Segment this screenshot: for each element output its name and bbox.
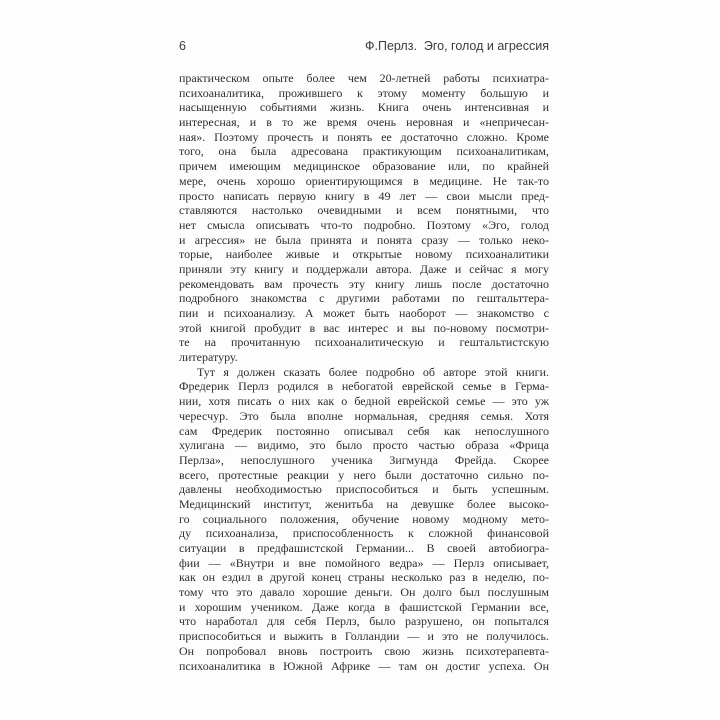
page-header — [179, 39, 549, 53]
text-line: интересная, и в то же время очень неровная и «непричесан- — [179, 115, 549, 130]
text-line: Тут я должен сказать более подробно об авторе этой книги. — [197, 364, 549, 379]
text-line: го социального положения, обучение новому модному мето- — [179, 511, 549, 526]
text-line: мере, очень хорошо ориентирующимся в медицине. Не так-то — [179, 173, 549, 188]
text-line: психоаналитика, прожившего к этому моменту большую и — [179, 85, 549, 100]
page-text — [179, 71, 549, 673]
text-line: те на прочитанную психоаналитическую и гештальтистскую — [179, 335, 549, 350]
text-line: как он ездил в другой конец страны несколько раз в неделю, по- — [179, 570, 549, 585]
text-line: фии — «Внутри и вне помойного ведра» — Перлз описывает, — [179, 555, 549, 570]
text-line: ная». Поэтому прочесть и понять ее достаточно сложно. Кроме — [179, 129, 549, 144]
text-line: чересчур. Это была вполне нормальная, средняя семья. Хотя — [179, 408, 549, 423]
text-line: ставляются настолько очевидными и всем понятными, что — [179, 203, 549, 218]
text-line: нии, хотя писать о них как о бедной еврейской семье — это уж — [179, 394, 549, 409]
text-line: и хорошим учеником. Даже когда в фашистской Германии все, — [179, 599, 549, 614]
text-line: нет смысла описывать что-то подробно. Поэтому «Эго, голод — [179, 217, 549, 232]
text-line: практическом опыте более чем 20-летней работы психиатра- — [179, 71, 549, 85]
text-line: литературу. — [179, 350, 238, 365]
text-line: и агрессия» не была принята и понята сразу — только неко- — [179, 232, 549, 247]
text-line: подробного знакомства с другими работами по гештальттера- — [179, 291, 549, 306]
text-column — [179, 39, 549, 673]
text-line: этой книгой пробудит в вас интерес и вы по-новому посмотри- — [179, 320, 549, 335]
text-line: что наработал для себя Перлз, было разрушено, он попытался — [179, 614, 549, 629]
text-line: психоаналитика в Южной Африке — там он достиг успеха. Он — [179, 658, 549, 673]
text-line: Он попробовал вновь построить свою жизнь психотерапевта- — [179, 643, 549, 658]
text-line: торые, наиболее живые и открытые новому психоаналитики — [179, 247, 549, 262]
text-line: тому что это давало хорошие деньги. Он долго был послушным — [179, 585, 549, 600]
text-line: приспособиться и выжить в Голландии — и это не получилось. — [179, 629, 549, 644]
text-line: ситуации в предфашистской Германии... В своей автобиогра- — [179, 541, 549, 555]
text-line: причем имеющим медицинское образование или, по крайней — [179, 159, 549, 174]
running-head: Ф.Перлз. Эго, голод и агрессия — [364, 39, 549, 53]
text-line: того, она была адресована практикующим психоаналитикам, — [179, 144, 549, 159]
text-line: давлены необходимостью приспособиться и быть успешным. — [179, 482, 549, 497]
text-line: сам Фредерик постоянно описывал себя как непослушного — [179, 423, 549, 438]
text-line: приняли эту книгу и поддержали автора. Даже и сейчас я могу — [179, 261, 549, 276]
text-line: пии и психоанализу. А может быть наоборот — знакомство с — [179, 306, 549, 320]
text-line: всего, протестные реакции у него были достаточно сильно по- — [179, 467, 549, 482]
text-line: Медицинский институт, женитьба на девушке более высоко- — [179, 496, 549, 511]
text-line: просто написать первую книгу в 49 лет — свои мысли пред- — [179, 188, 549, 203]
text-line: Перлза», непослушного ученика Зигмунда Фрейда. Скорее — [179, 452, 549, 467]
text-line: Фредерик Перлз родился в небогатой еврейской семье в Герма- — [179, 379, 549, 394]
text-line: ду психоанализа, приспособленность к сложной финансовой — [179, 526, 549, 541]
text-line: рекомендовать вам прочесть эту книгу лишь после достаточно — [179, 276, 549, 291]
text-line: насыщенную событиями жизнь. Книга очень интенсивная и — [179, 100, 549, 115]
page-number: 6 — [179, 39, 186, 53]
text-line: хулигана — видимо, это было просто частью образа «Фрица — [179, 438, 549, 453]
